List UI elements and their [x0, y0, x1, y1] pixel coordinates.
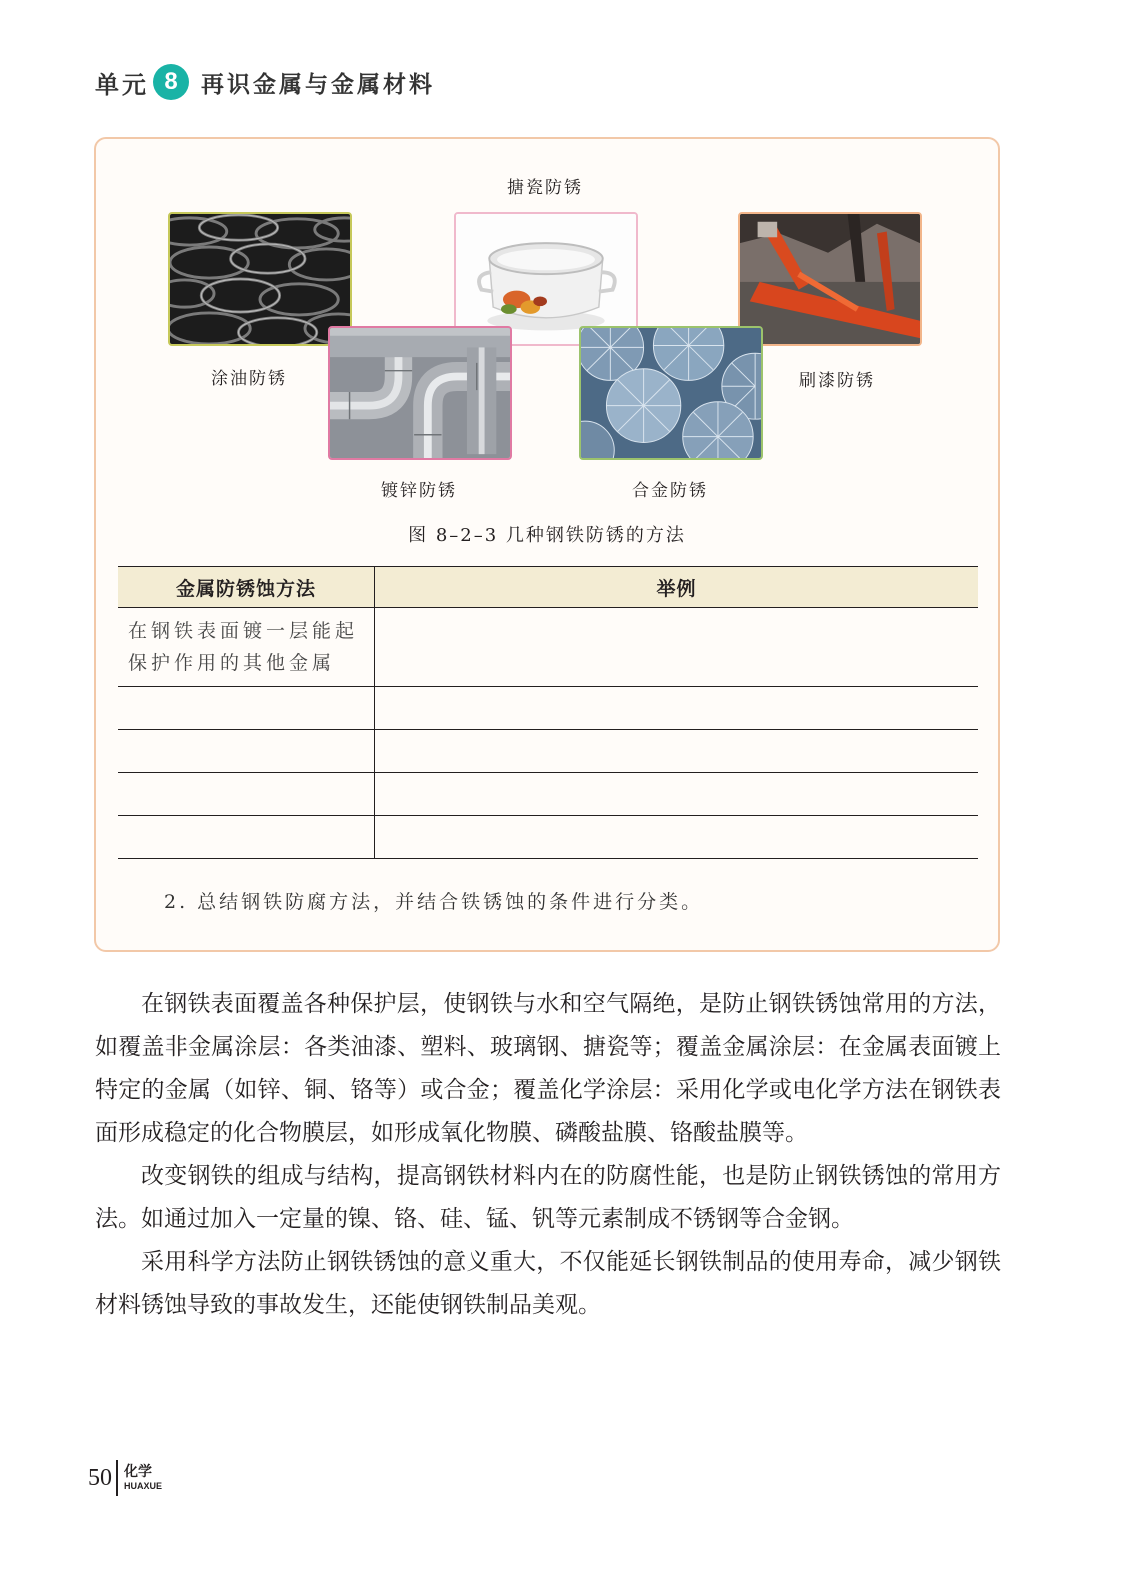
table-cell-answer[interactable] [375, 608, 979, 687]
table-cell-answer[interactable] [118, 816, 375, 859]
subject-en: HUAXUE [124, 1481, 163, 1491]
footer-divider [116, 1460, 118, 1496]
question-2: 2. 总结钢铁防腐方法，并结合铁锈蚀的条件进行分类。 [164, 891, 704, 913]
unit-label: 单元 [95, 70, 149, 99]
page-number: 50 [88, 1464, 112, 1491]
table-row [118, 816, 978, 859]
figure-caption: 图 8–2–3 几种钢铁防锈的方法 [408, 525, 686, 546]
table-row [118, 608, 978, 687]
table-header-method: 金属防锈蚀方法 [118, 567, 375, 608]
caption-paint: 刷漆防锈 [799, 371, 875, 391]
paragraph-1: 在钢铁表面覆盖各种保护层，使钢铁与水和空气隔绝，是防止钢铁锈蚀常用的方法，如覆盖非金属涂层：各类油漆、塑料、玻璃钢、搪瓷等；覆盖金属涂层：在金属表面镀上特定的金属（如锌、铜、铬等）或合金；覆盖化学涂层：采用化学或电化学方法在钢铁表面形成稳定的化合物膜层，如形成氧化物膜、磷酸盐膜、铬酸盐膜等。 [95, 991, 1001, 1146]
unit-title: 再识金属与金属材料 [201, 71, 435, 98]
table-cell-answer[interactable] [375, 687, 979, 730]
caption-oil: 涂油防锈 [211, 369, 287, 389]
caption-enamel: 搪瓷防锈 [507, 178, 583, 198]
photo-painting [738, 212, 922, 346]
photo-galvanized [328, 326, 512, 460]
body-text [95, 983, 1001, 1327]
table-cell-answer[interactable] [375, 730, 979, 773]
rust-prevention-table [118, 566, 978, 859]
subject-cn: 化学 [124, 1464, 152, 1480]
activity-panel [94, 137, 1000, 952]
unit-number-badge: 8 [153, 64, 189, 100]
table-row [118, 687, 978, 730]
paragraph-3: 采用科学方法防止钢铁锈蚀的意义重大，不仅能延长钢铁制品的使用寿命，减少钢铁材料锈蚀导致的事故发生，还能使钢铁制品美观。 [95, 1249, 1001, 1318]
page-footer [88, 1460, 162, 1496]
caption-zinc: 镀锌防锈 [381, 481, 457, 501]
table-header-example: 举例 [375, 567, 979, 608]
photo-oil-coating [168, 212, 352, 346]
table-cell: 在钢铁表面镀一层能起保护作用的其他金属 [118, 608, 375, 687]
subject-logo [124, 1465, 162, 1491]
table-cell-answer[interactable] [118, 773, 375, 816]
paragraph-2: 改变钢铁的组成与结构，提高钢铁材料内在的防腐性能，也是防止钢铁锈蚀的常用方法。如通过加入一定量的镍、铬、硅、锰、钒等元素制成不锈钢等合金钢。 [95, 1163, 1001, 1232]
table-row [118, 773, 978, 816]
table-cell-answer[interactable] [118, 687, 375, 730]
table-row [118, 730, 978, 773]
table-cell-answer[interactable] [375, 773, 979, 816]
table-cell-answer[interactable] [118, 730, 375, 773]
photo-alloy [579, 326, 763, 460]
table-cell-answer[interactable] [375, 816, 979, 859]
caption-alloy: 合金防锈 [632, 481, 708, 501]
unit-header [95, 62, 435, 102]
